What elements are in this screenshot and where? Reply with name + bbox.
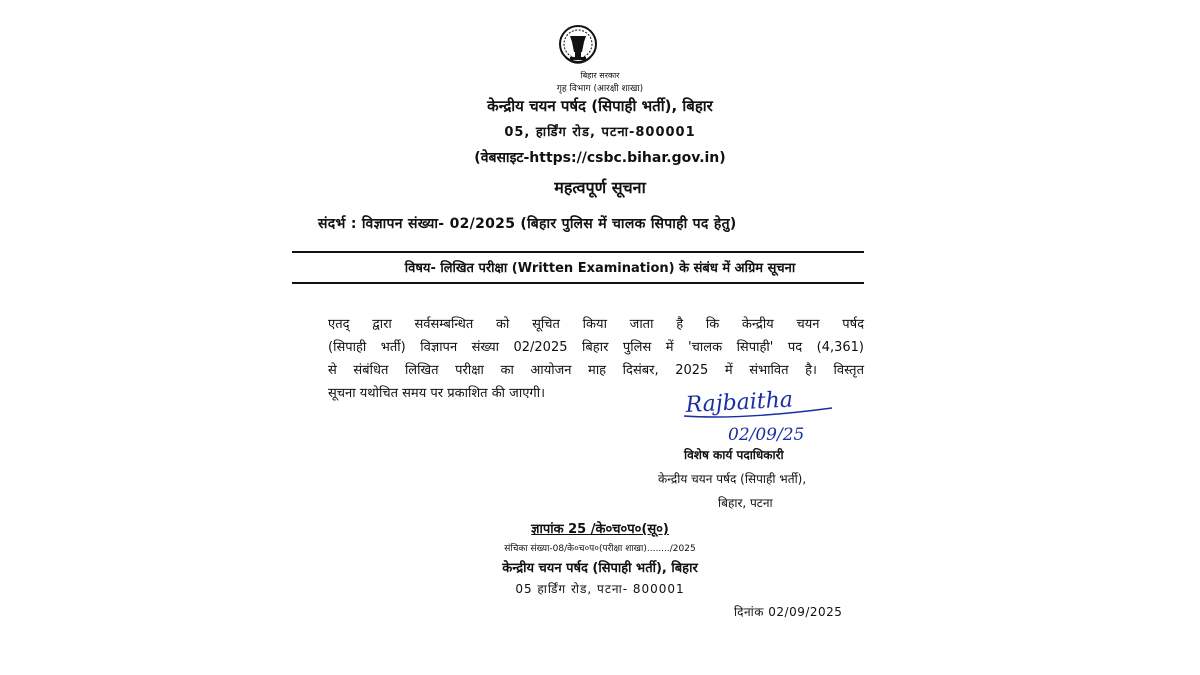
memo-date: दिनांक 02/09/2025 — [734, 605, 843, 619]
memo-number: ज्ञापांक 25 /के०च०प०(सू०) — [531, 522, 669, 537]
signatory-org: केन्द्रीय चयन पर्षद (सिपाही भर्ती), — [658, 472, 807, 486]
signatory-place: बिहार, पटना — [718, 496, 773, 510]
file-number: संचिका संख्या-08/के०च०प०(परीक्षा शाखा)......../2025 — [504, 544, 696, 554]
notice-title: महत्वपूर्ण सूचना — [554, 178, 646, 197]
subject-line: विषय- लिखित परीक्षा (Written Examination) के संबंध में अग्रिम सूचना — [404, 261, 796, 276]
bihar-govt-emblem-icon — [558, 24, 598, 68]
org-name: केन्द्रीय चयन पर्षद (सिपाही भर्ती), बिहार — [487, 97, 713, 115]
divider-bottom — [292, 282, 864, 284]
signature-name-scrawl: Rajbaitha — [685, 387, 794, 418]
body-line: सूचना यथोचित समय पर प्रकाशित की जाएगी। — [328, 386, 545, 401]
body-line: से संबंधित लिखित परीक्षा का आयोजन माह दिसंबर, 2025 में संभावित है। विस्तृत — [328, 363, 864, 378]
memo-address: 05 हार्डिंग रोड, पटना- 800001 — [515, 582, 685, 596]
govt-name: बिहार सरकार — [580, 71, 620, 80]
org-address: 05, हार्डिंग रोड, पटना-800001 — [504, 125, 696, 140]
body-line: (सिपाही भर्ती) विज्ञापन संख्या 02/2025 बिहार पुलिस में 'चालक सिपाही' पद (4,361) — [328, 340, 864, 355]
memo-org: केन्द्रीय चयन पर्षद (सिपाही भर्ती), बिहार — [502, 561, 698, 576]
reference-line: संदर्भ : विज्ञापन संख्या- 02/2025 (बिहार पुलिस में चालक सिपाही पद हेतु) — [318, 216, 737, 232]
signatory-designation: विशेष कार्य पदाधिकारी — [684, 448, 784, 462]
website-link[interactable]: (वेबसाइट-https://csbc.bihar.gov.in) — [474, 150, 726, 166]
body-line: एतद् द्वारा सर्वसम्बन्धित को सूचित किया जाता है कि केन्द्रीय चयन पर्षद — [328, 317, 864, 332]
divider-top — [292, 251, 864, 253]
signature-date-scrawl: 02/09/25 — [728, 425, 805, 445]
department-name: गृह विभाग (आरक्षी शाखा) — [556, 84, 644, 94]
handwritten-signature — [682, 386, 842, 446]
